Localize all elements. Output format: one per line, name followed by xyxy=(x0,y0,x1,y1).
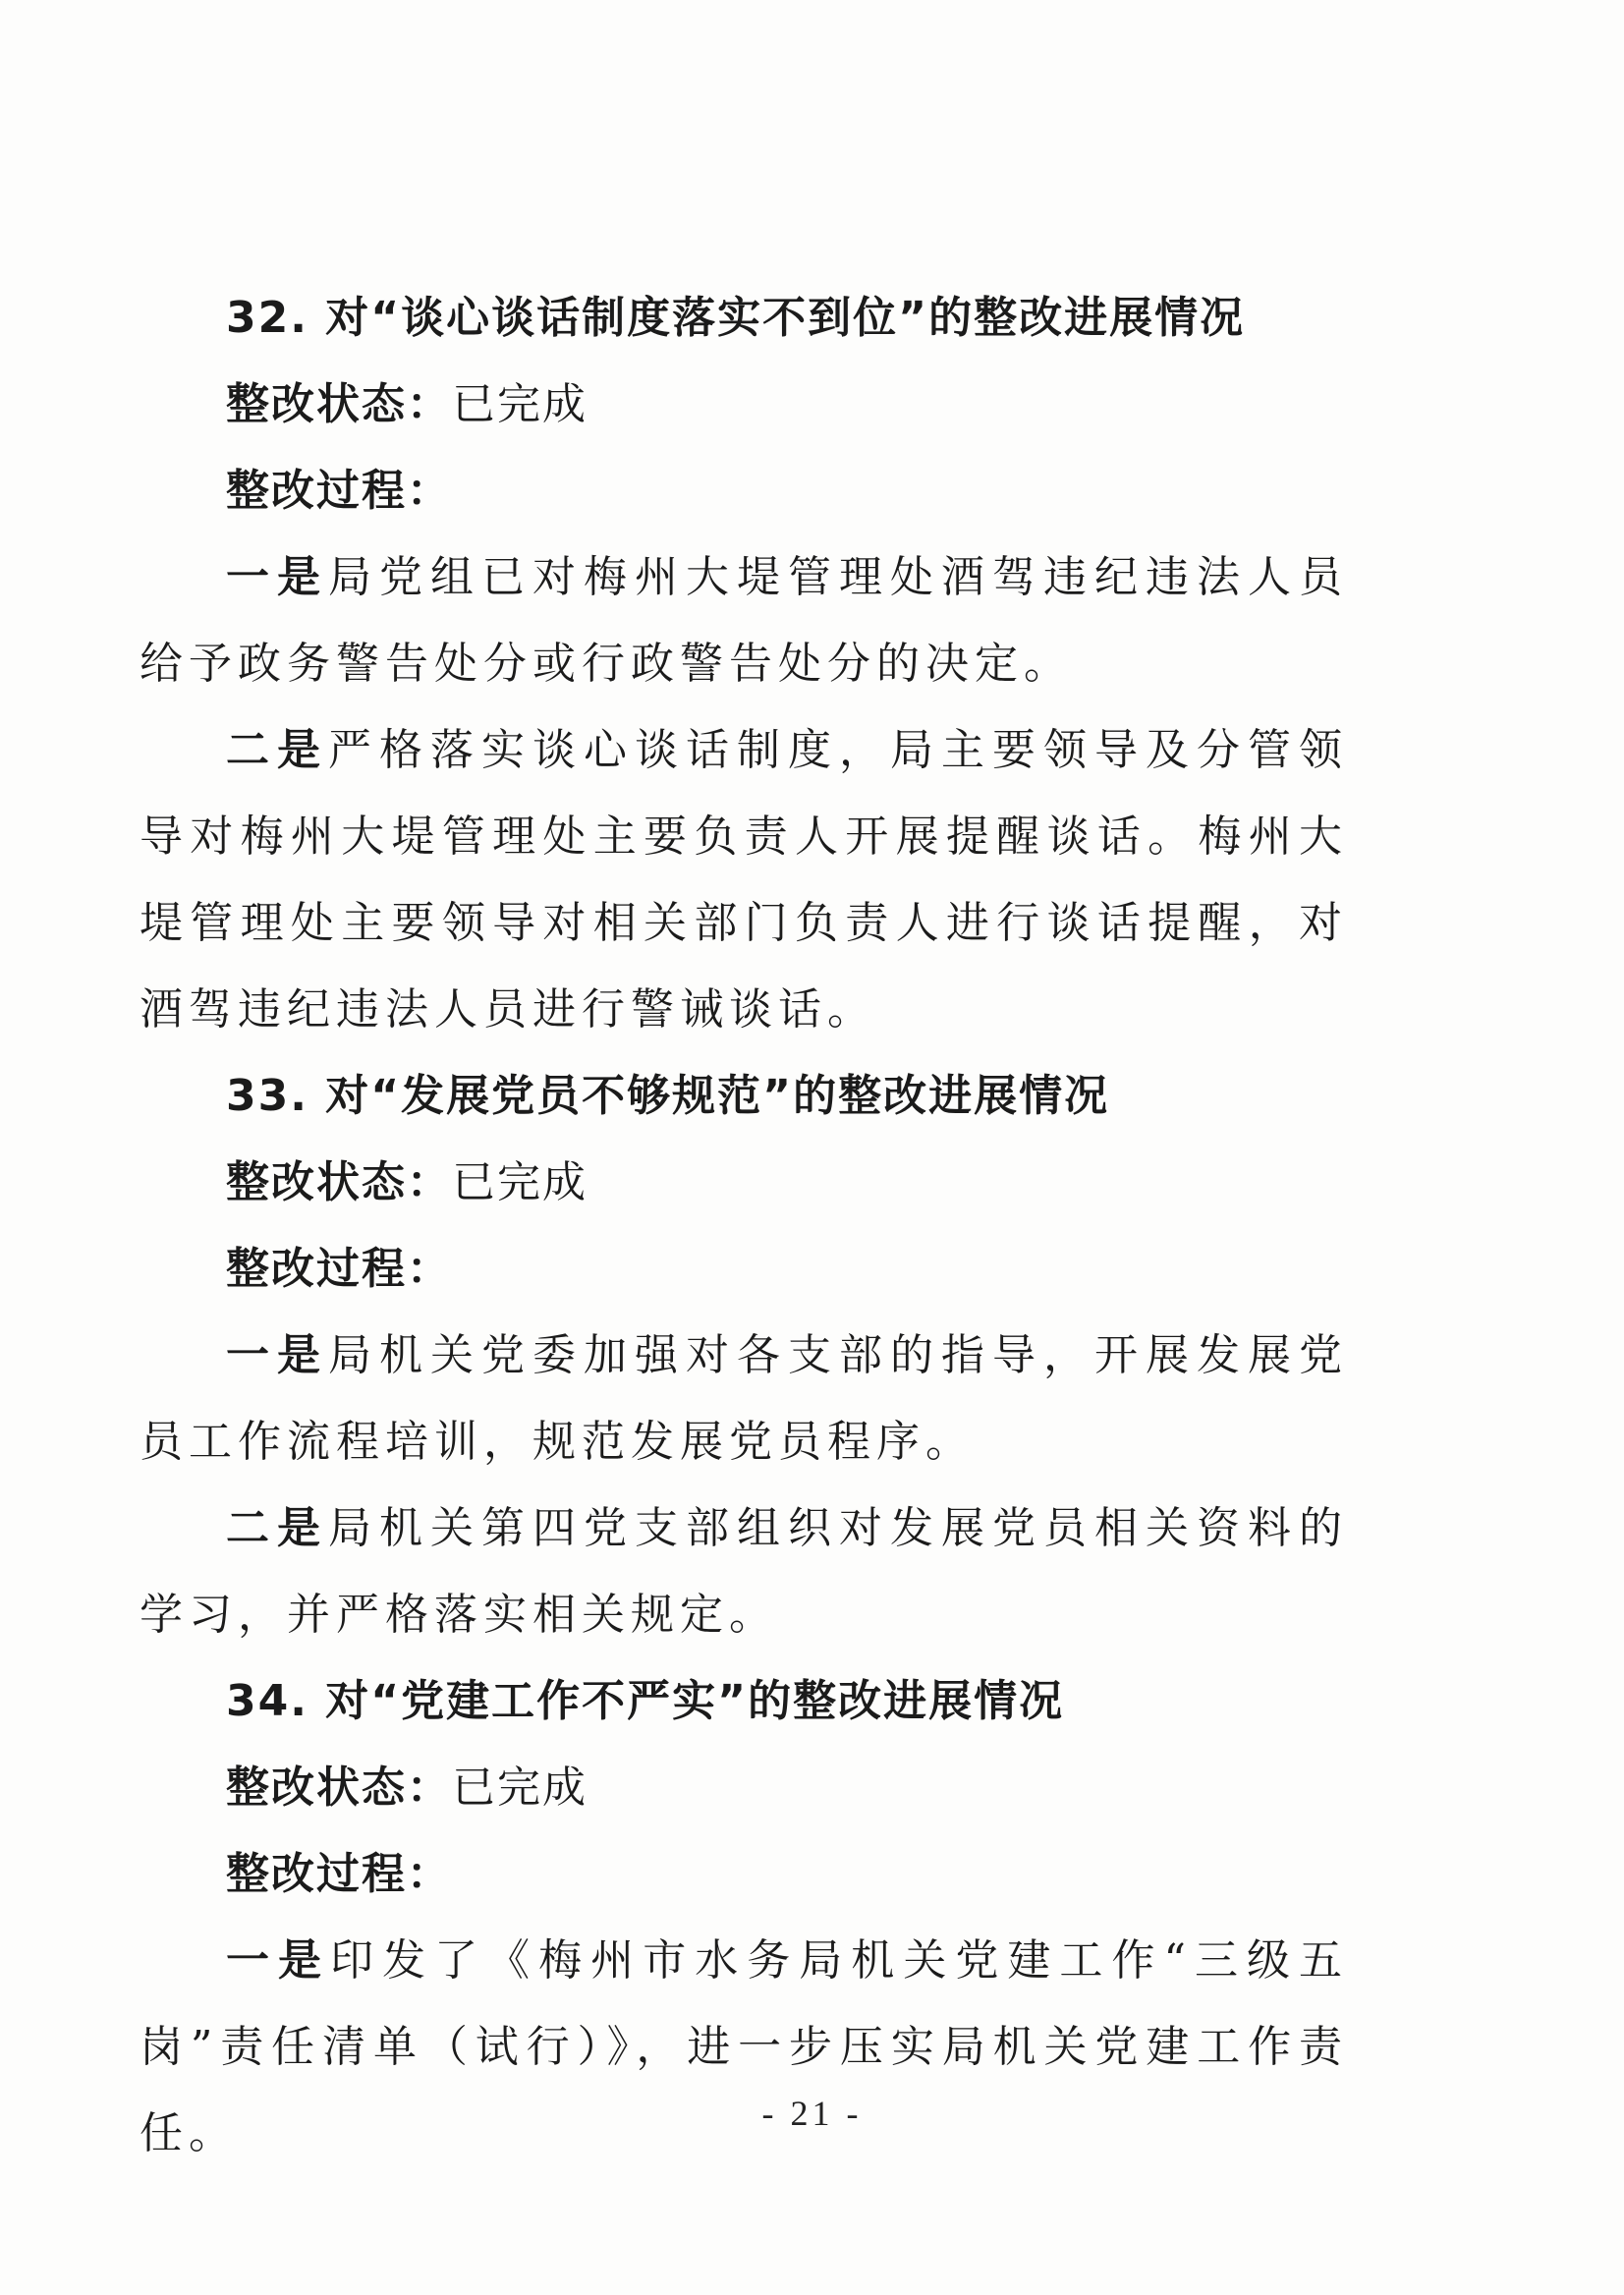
paragraph-text: 印发了《梅州市水务局机关党建工作“三级五岗”责任清单（试行）》，进一步压实局机关党建工作责任。 xyxy=(140,1935,1349,2158)
section-32 xyxy=(140,275,1405,1053)
status-line xyxy=(226,362,1405,448)
paragraph xyxy=(140,707,1348,1053)
paragraph-lead: 一是 xyxy=(226,1330,328,1380)
page-number: - 21 - xyxy=(761,2094,863,2133)
section-heading: 34. 对“党建工作不严实”的整改进展情况 xyxy=(226,1676,1065,1726)
status-value: 已完成 xyxy=(452,379,588,429)
process-label: 整改过程： xyxy=(226,1849,452,1899)
paragraph-lead: 二是 xyxy=(226,725,328,775)
process-label: 整改过程： xyxy=(226,466,452,516)
paragraph-lead: 一是 xyxy=(226,1935,331,1986)
paragraph xyxy=(140,1313,1348,1485)
document-body xyxy=(140,275,1405,2177)
status-line xyxy=(226,1745,1405,1831)
status-label: 整改状态： xyxy=(226,1157,452,1207)
status-label: 整改状态： xyxy=(226,1763,452,1813)
paragraph-text: 局党组已对梅州大堤管理处酒驾违纪违法人员给予政务警告处分或行政警告处分的决定。 xyxy=(140,552,1348,689)
paragraph-lead: 一是 xyxy=(226,552,328,602)
paragraph-text: 局机关第四党支部组织对发展党员相关资料的学习，并严格落实相关规定。 xyxy=(140,1503,1348,1640)
process-label: 整改过程： xyxy=(226,1244,452,1294)
section-33 xyxy=(140,1053,1405,1658)
section-heading: 33. 对“发展党员不够规范”的整改进展情况 xyxy=(226,1071,1110,1121)
paragraph-text: 严格落实谈心谈话制度，局主要领导及分管领导对梅州大堤管理处主要负责人开展提醒谈话。梅州大堤管理处主要领导对相关部门负责人进行谈话提醒，对酒驾违纪违法人员进行警诫谈话。 xyxy=(140,725,1348,1035)
status-label: 整改状态： xyxy=(226,379,452,429)
paragraph xyxy=(140,1485,1348,1658)
paragraph xyxy=(140,534,1348,707)
paragraph-text: 局机关党委加强对各支部的指导，开展发展党员工作流程培训，规范发展党员程序。 xyxy=(140,1330,1348,1467)
section-heading: 32. 对“谈心谈话制度落实不到位”的整改进展情况 xyxy=(226,293,1246,343)
status-line xyxy=(226,1140,1405,1226)
status-value: 已完成 xyxy=(452,1763,588,1813)
status-value: 已完成 xyxy=(452,1157,588,1207)
paragraph xyxy=(140,1918,1348,2177)
paragraph-lead: 二是 xyxy=(226,1503,328,1553)
